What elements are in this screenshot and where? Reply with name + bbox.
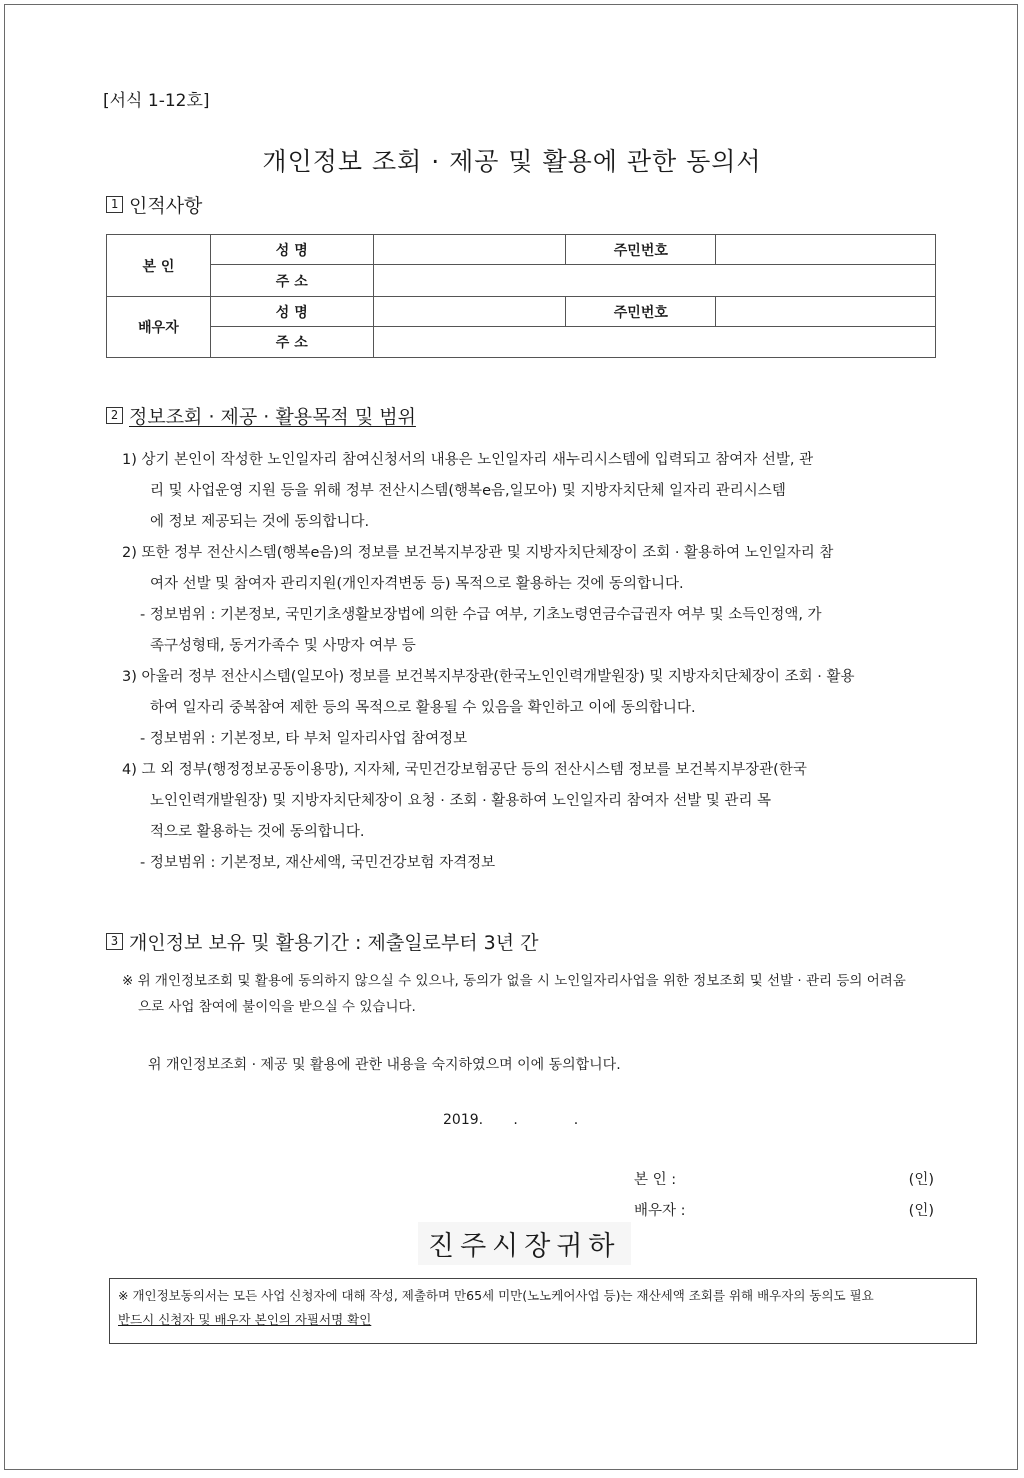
self-name-label: 성 명 [210,235,373,265]
spouse-name-label: 성 명 [210,297,373,327]
section-1-title: 인적사항 [129,195,203,217]
list-item: 여자 선발 및 참여자 관리지원(개인자격변동 등) 목적으로 활용하는 것에 동의합니다. [150,576,684,592]
notice-line: ※ 위 개인정보조회 및 활용에 동의하지 않으실 수 있으나, 동의가 없을 시 노인일자리사업을 위한 정보조회 및 선발 · 관리 등의 어려움 [122,973,906,989]
seal-mark: (인) [908,1172,934,1188]
footer-line: ※ 개인정보동의서는 모든 사업 신청자에 대해 작성, 제출하며 만65세 미만(노노케어사업 등)는 재산세액 조회를 위해 배우자의 동의도 필요 [118,1288,874,1303]
list-item: 에 정보 제공되는 것에 동의합니다. [150,514,370,530]
spouse-address-label: 주 소 [210,327,373,358]
section-number-box: 2 [106,407,123,424]
list-item: 4) 그 외 정부(행정정보공동이용망), 지자체, 국민건강보험공단 등의 전산시스템 정보를 보건복지부장관(한국 [122,762,807,778]
list-item: 리 및 사업운영 지원 등을 위해 정부 전산시스템(행복e음,일모아) 및 지방자치단체 일자리 관리시스템 [150,483,786,499]
list-item: 1) 상기 본인이 작성한 노인일자리 참여신청서의 내용은 노인일자리 새누리시스템에 입력되고 참여자 선발, 관 [122,452,814,468]
seal-mark: (인) [908,1203,934,1219]
spouse-name-field[interactable] [373,297,566,327]
date-day-field[interactable]: . [573,1112,579,1128]
refusal-notice [122,968,952,1020]
list-item: 하여 일자리 중복참여 제한 등의 목적으로 활용될 수 있음을 확인하고 이에 동의합니다. [150,700,696,716]
document-title: 개인정보 조회 · 제공 및 활용에 관한 동의서 [262,147,762,176]
spouse-row-label: 배우자 [107,297,211,358]
date-line [443,1112,604,1128]
list-item: 3) 아울러 정부 전산시스템(일모아) 정보를 보건복지부장관(한국노인인력개발원장) 및 지방자치단체장이 조회 · 활용 [122,669,855,685]
spouse-address-field[interactable] [373,327,935,358]
consent-statement: 위 개인정보조회 · 제공 및 활용에 관한 내용을 숙지하였으며 이에 동의합니다. [148,1057,621,1073]
self-address-field[interactable] [373,265,935,297]
list-item: - 정보범위 : 기본정보, 국민기초생활보장법에 의한 수급 여부, 기초노령연금수급권자 여부 및 소득인정액, 가 [140,607,822,623]
date-month-field[interactable]: . [513,1112,518,1128]
section-2-title: 정보조회 · 제공 · 활용목적 및 범위 [129,406,416,428]
section-1-heading [106,191,202,218]
date-year: 2019. [443,1112,484,1128]
footer-line-underlined: 반드시 신청자 및 배우자 본인의 자필서명 확인 [118,1312,372,1327]
personal-info-table [106,234,936,358]
section-3-heading [106,928,539,955]
list-item: - 정보범위 : 기본정보, 재산세액, 국민건강보험 자격정보 [140,855,496,871]
section-number-box: 3 [106,933,123,950]
signature-spouse[interactable] [634,1199,934,1220]
list-item: 2) 또한 정부 전산시스템(행복e음)의 정보를 보건복지부장관 및 지방자치단체장이 조회 · 활용하여 노인일자리 참 [122,545,834,561]
section-2-heading [106,402,416,429]
list-item: 족구성형태, 동거가족수 및 사망자 여부 등 [150,638,416,654]
notice-line: 으로 사업 참여에 불이익을 받으실 수 있습니다. [138,999,416,1015]
footer-notice-box [109,1278,977,1344]
self-rrn-label: 주민번호 [566,235,716,265]
addressee: 진주시장귀하 [418,1222,631,1265]
signature-self[interactable] [634,1168,934,1189]
list-item: 적으로 활용하는 것에 동의합니다. [150,824,365,840]
self-name-field[interactable] [373,235,566,265]
section-3-title: 개인정보 보유 및 활용기간 : 제출일로부터 3년 간 [129,932,539,954]
form-number: [서식 1-12호] [103,91,210,111]
spouse-rrn-label: 주민번호 [566,297,716,327]
self-row-label: 본 인 [107,235,211,297]
signature-label: 본 인 : [634,1172,677,1188]
signature-label: 배우자 : [634,1203,686,1219]
list-item: 노인인력개발원장) 및 지방자치단체장이 요청 · 조회 · 활용하여 노인일자리 참여자 선발 및 관리 목 [150,793,772,809]
purpose-scope-list [122,445,942,879]
self-rrn-field[interactable] [716,235,936,265]
spouse-rrn-field[interactable] [716,297,936,327]
section-number-box: 1 [106,196,123,213]
list-item: - 정보범위 : 기본정보, 타 부처 일자리사업 참여정보 [140,731,468,747]
self-address-label: 주 소 [210,265,373,297]
